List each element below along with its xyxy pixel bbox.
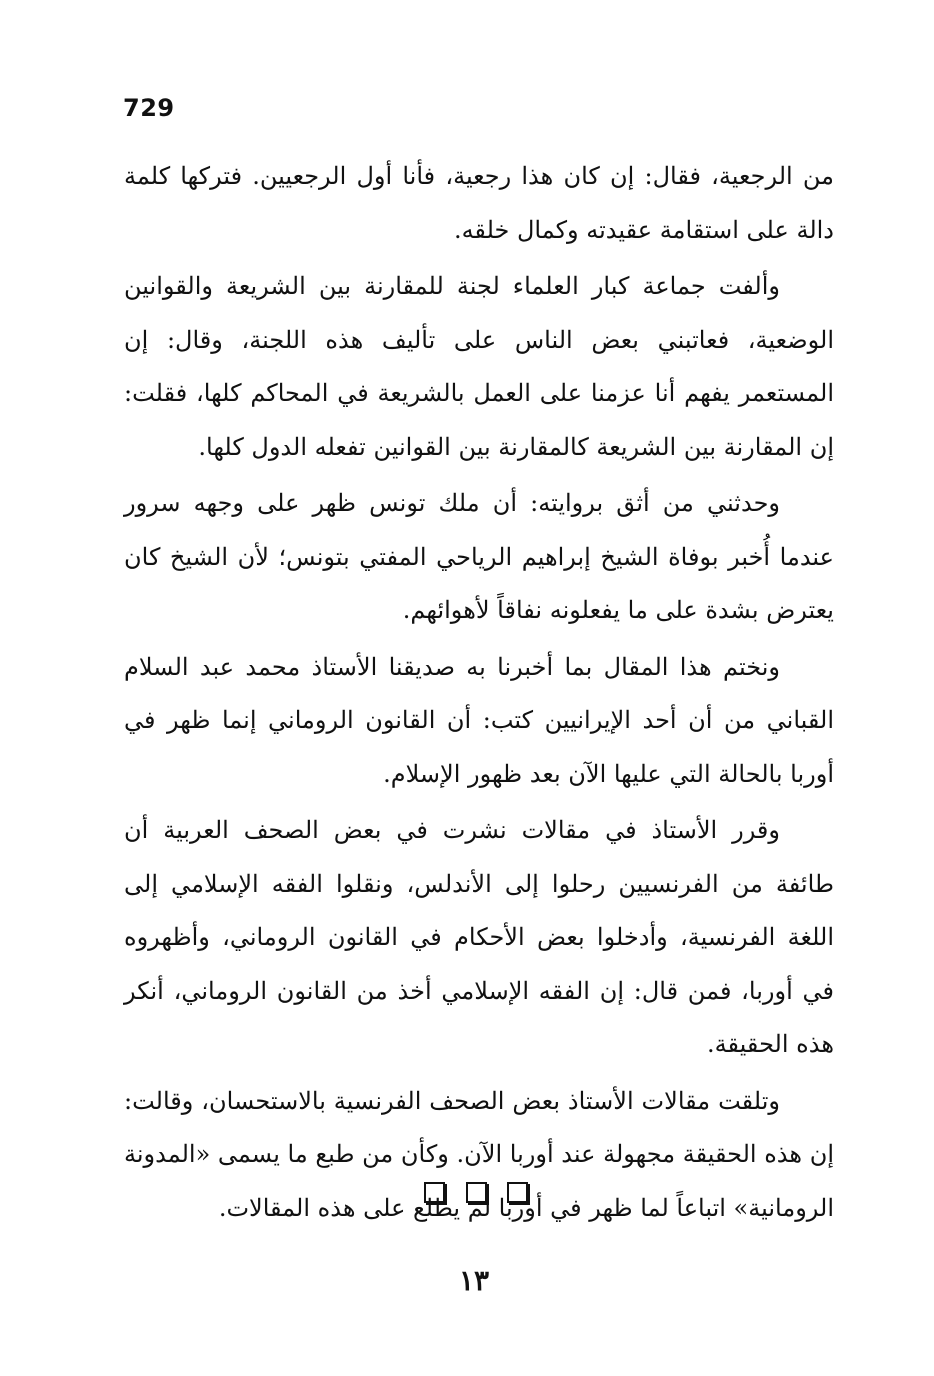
article-body [124, 150, 834, 1238]
paragraph-4: ونختم هذا المقال بما أخبرنا به صديقنا الأستاذ محمد عبد السلام القباني من أن أحد الإيرانيين كتب: أن القانون الروماني إنما ظهر في أوربا بالحالة التي عليها الآن بعد ظهور الإسلام. [124, 652, 834, 788]
ornament-square-icon [507, 1182, 528, 1203]
page-number-bottom: ١٣ [458, 1264, 490, 1297]
section-end-ornament [424, 1178, 528, 1206]
paragraph-2: وألفت جماعة كبار العلماء لجنة للمقارنة بين الشريعة والقوانين الوضعية، فعاتبني بعض الناس على تأليف هذه اللجنة، وقال: إن المستعمر يفهم أنا عزمنا على العمل بالشريعة في المحاكم كلها، فقلت: إن المقارنة بين الشريعة كالمقارنة بين القوانين تفعله الدول كلها. [124, 272, 835, 461]
paragraph-5: وقرر الأستاذ في مقالات نشرت في بعض الصحف العربية أن طائفة من الفرنسيين رحلوا إلى الأندلس، ونقلوا الفقه الإسلامي إلى اللغة الفرنسية، وأدخلوا بعض الأحكام في القانون الروماني، وأظهروه في أوربا، فمن قال: إن الفقه الإسلامي أخذ من القانون الروماني، أنكر هذه الحقيقة. [124, 816, 834, 1058]
ornament-square-icon [424, 1182, 445, 1203]
paragraph-3: وحدثني من أثق بروايته: أن ملك تونس ظهر على وجهه سرور عندما أُخبر بوفاة الشيخ إبراهيم الرياحي المفتي بتونس؛ لأن الشيخ كان يعترض بشدة على ما يفعلونه نفاقاً لأهوائهم. [124, 489, 834, 624]
ornament-square-icon [466, 1182, 487, 1203]
page-number-top: 729 [123, 94, 175, 122]
paragraph-6: وتلقت مقالات الأستاذ بعض الصحف الفرنسية بالاستحسان، وقالت: إن هذه الحقيقة مجهولة عند أوربا الآن. وكأن من طبع ما يسمى «المدونة الرومانية» اتباعاً لما ظهر في أوربا لم يطلع على هذه المقالات. [124, 1086, 834, 1222]
paragraph-1: من الرجعية، فقال: إن كان هذا رجعية، فأنا أول الرجعيين. فتركها كلمة دالة على استقامة عقيدته وكمال خلقه. [124, 162, 834, 244]
